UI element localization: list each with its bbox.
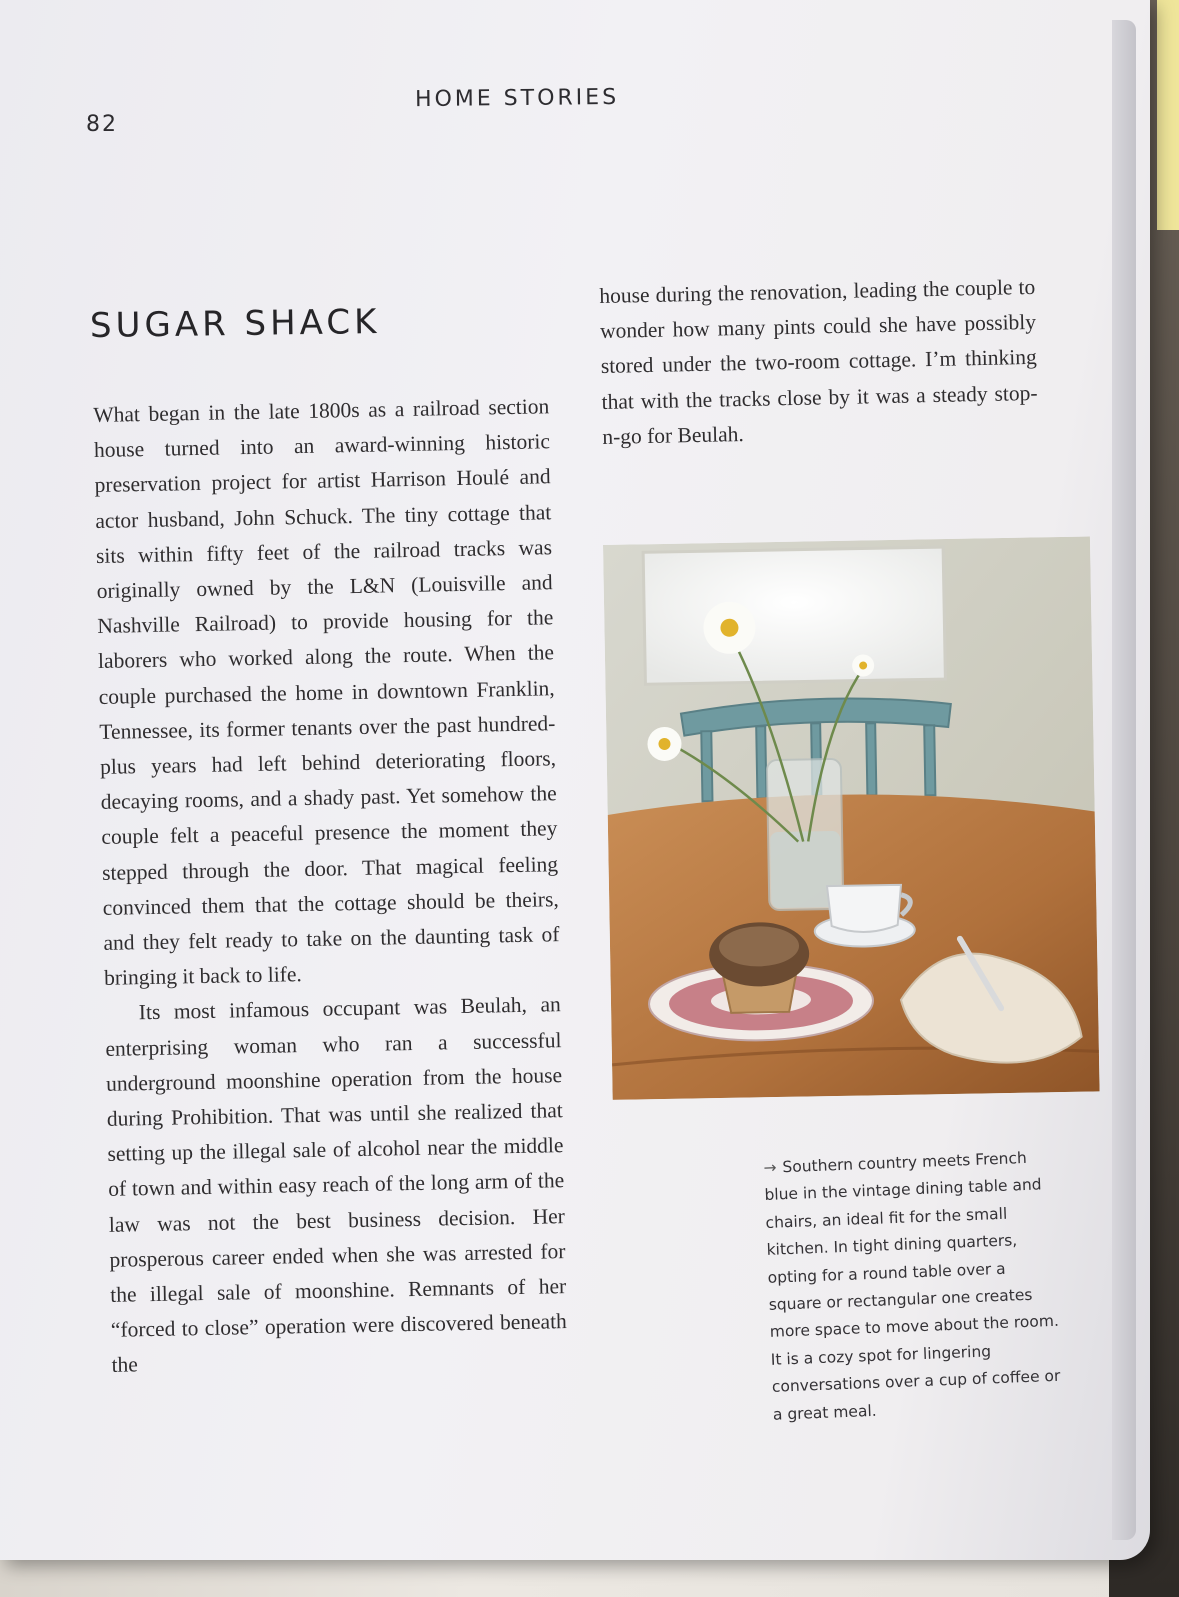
left-column xyxy=(93,389,568,1383)
photo-caption xyxy=(763,1144,1063,1429)
kitchen-table-photo xyxy=(603,537,1100,1100)
running-head: HOME STORIES xyxy=(414,84,620,113)
paragraph-1: What began in the late 1800s as a railroad section house turned into an award-winning historic preservation project for artist Harrison Houlé and actor husband, John Schuck. The tiny cottage that sits within fifty feet of the railroad tracks was originally owned by the L&N (Louisville and Nashville Railroad) to provide housing for the laborers who worked along the route. When the couple purchased the home in downtown Franklin, Tennessee, its former tenants over the past hundred-plus years had left behind deteriorating floors, decaying rooms, and a shady past. Yet somehow the couple felt a peaceful presence the moment they stepped through the door. That magical feeling convinced them that the cottage should be theirs, and they felt ready to take on the daunting task of bringing it back to life. xyxy=(93,394,560,991)
sticky-note xyxy=(1157,0,1179,230)
paragraph-2: Its most infamous occupant was Beulah, an enterprising woman who ran a successful underground moonshine operation from the house during Prohibition. That was until she realized that setting up the illegal sale of alcohol near the middle of town and within easy reach of the long arm of the law was not the best business decision. Her prosperous career ended when she was arrested for the illegal sale of moonshine. Remnants of her “forced to close” operation were discovered beneath the xyxy=(105,992,568,1378)
arrow-right-icon: → xyxy=(763,1158,777,1177)
page-edge xyxy=(1112,20,1136,1540)
page-number: 82 xyxy=(86,112,118,137)
paragraph-continued: house during the renovation, leading the couple to wonder how many pints could she have possibly stored under the two-room cottage. I’m thinking that with the tracks close by it was a steady stop-n-go for Beulah. xyxy=(599,274,1038,449)
right-column xyxy=(599,270,1039,455)
caption-text: Southern country meets French blue in the vintage dining table and chairs, an ideal fit for the small kitchen. In tight dining quarters, opting for a round table over a square or rectangular one creates more space to move about the room. It is a cozy spot for lingering conversations over a cup of coffee or a great meal. xyxy=(764,1148,1061,1424)
article-title: SUGAR SHACK xyxy=(89,301,381,347)
window xyxy=(643,547,945,684)
